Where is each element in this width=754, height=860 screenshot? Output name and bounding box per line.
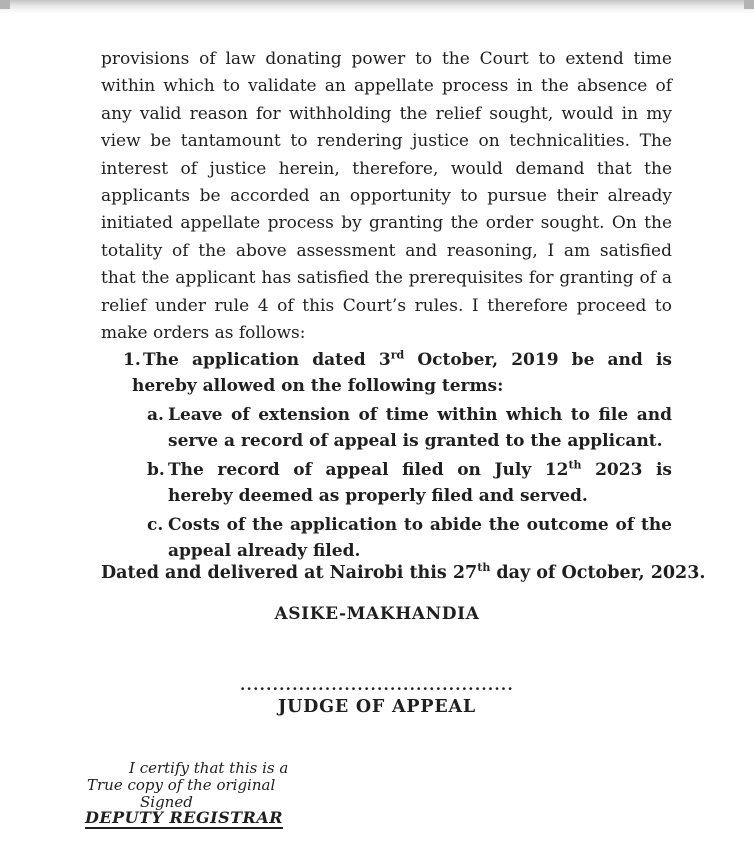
- judge-title: JUDGE OF APPEAL: [278, 697, 476, 717]
- order-item-1-text: The application dated 3rd October, 2019 be and is hereby allowed on the following terms:: [132, 348, 672, 396]
- order-item-1c-text: Costs of the application to abide the outcome of the appeal already filed.: [168, 515, 672, 561]
- certification-line-2: True copy of the original: [87, 776, 276, 794]
- ruling-body-paragraph: provisions of law donating power to the Court to extend time within which to validate an appellate process in the absence of any valid reason for withholding the relief sought, would in my view be tantamount to rendering justice on technicalities. The interest of justice herein, therefore, would demand that the applicants be accorded an opportunity to pursue their already initiated appellate process by granting the order sought. On the totality of the above assessment and reasoning, I am satisfied that the applicant has satisfied the prerequisites for granting of a relief under rule 4 of this Court’s rules. I therefore proceed to make orders as follows:: [101, 49, 672, 344]
- order-item-1c: [101, 512, 672, 564]
- page-top-shadow: [0, 0, 754, 13]
- judge-name: ASIKE-MAKHANDIA: [274, 604, 480, 624]
- order-item-1-number: 1.: [123, 350, 141, 370]
- order-item-1b-text: The record of appeal filed on July 12th 2023 is hereby deemed as properly filed and served.: [168, 458, 673, 506]
- order-item-1a: [101, 402, 672, 454]
- order-item-1b: [101, 457, 672, 509]
- scan-corner-mark-right: [744, 0, 754, 9]
- certification-line-1: I certify that this is a: [129, 759, 289, 777]
- signature-dotted-line: ..........................................: [240, 676, 514, 694]
- order-item-1a-text: Leave of extension of time within which to file and serve a record of appeal is granted to the applicant.: [168, 405, 672, 451]
- order-item-1a-letter: a.: [147, 405, 164, 425]
- order-item-1: [101, 347, 672, 399]
- order-item-1b-letter: b.: [147, 460, 165, 480]
- scan-corner-mark-left: [0, 0, 10, 9]
- orders-list: [101, 347, 672, 564]
- ordinal-superscript: th: [568, 458, 582, 472]
- dated-delivered-line: Dated and delivered at Nairobi this 27th day of October, 2023.: [101, 561, 706, 583]
- order-item-1c-letter: c.: [147, 515, 164, 535]
- certification-line-signed: Signed: [140, 793, 193, 811]
- deputy-registrar-label: DEPUTY REGISTRAR: [85, 808, 284, 827]
- ordinal-superscript: rd: [390, 348, 405, 362]
- ordinal-superscript: th: [477, 561, 491, 575]
